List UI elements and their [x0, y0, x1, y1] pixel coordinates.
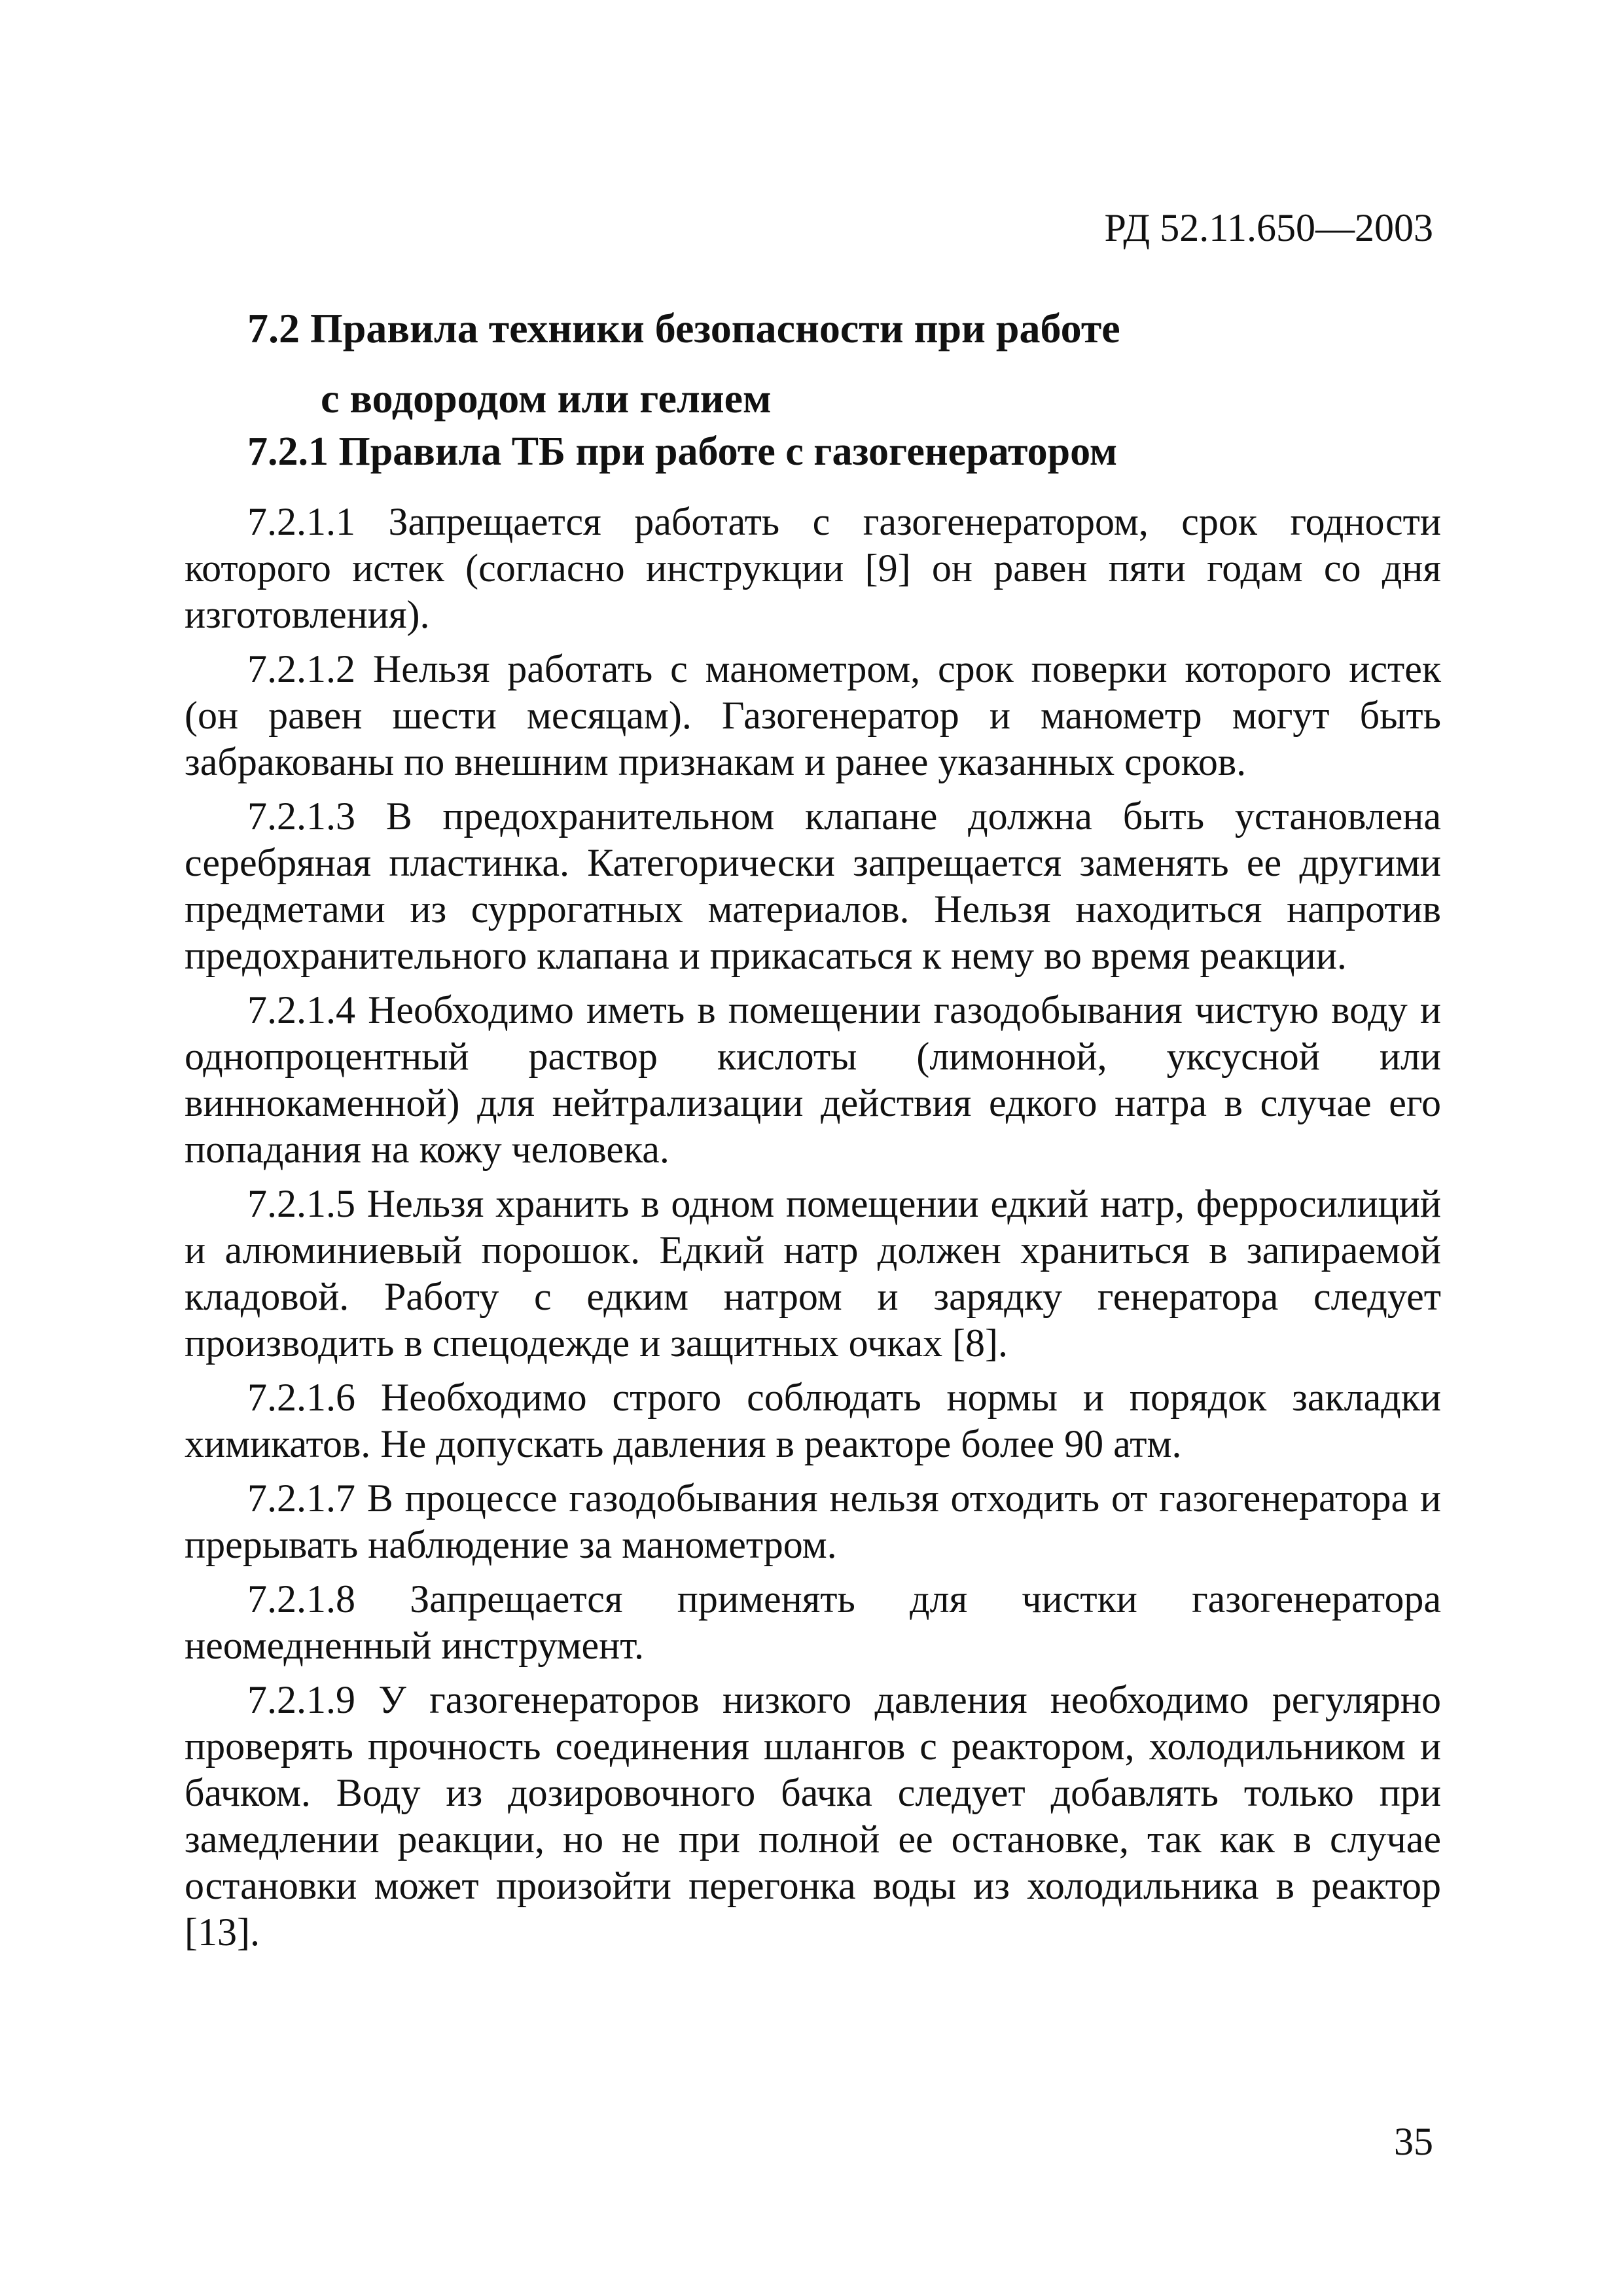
paragraph-7-2-1-3: 7.2.1.3 В предохранительном клапане должна быть установлена серебряная пластинка. Категорически запрещается заменять ее другими предметами из суррогатных материалов. Нельзя находиться напротив предохранительного клапана и прикасаться к нему во время реакции.	[185, 795, 1441, 977]
page-number: 35	[1394, 2120, 1433, 2163]
paragraph-7-2-1-6: 7.2.1.6 Необходимо строго соблюдать нормы и порядок закладки химикатов. Не допускать давления в реакторе более 90 атм.	[185, 1376, 1441, 1465]
document-code: РД 52.11.650—2003	[1104, 206, 1433, 249]
body-text	[185, 499, 1441, 1964]
paragraph-7-2-1-9: 7.2.1.9 У газогенераторов низкого давления необходимо регулярно проверять прочность соединения шлангов с реактором, холодильником и бачком. Воду из дозировочного бачка следует добавлять только при замедлении реакции, но не при полной ее остановке, так как в случае остановки может произойти перегонка воды из холодильника в реактор [13].	[185, 1678, 1441, 1954]
paragraph-7-2-1-1: 7.2.1.1 Запрещается работать с газогенератором, срок годности которого истек (согласно инструкции [9] он равен пяти годам со дня изготовления).	[185, 500, 1441, 636]
paragraph-7-2-1-5: 7.2.1.5 Нельзя хранить в одном помещении едкий натр, ферросилиций и алюминиевый порошок. Едкий натр должен храниться в запираемой кладовой. Работу с едким натром и зарядку генератора следует производить в спецодежде и защитных очках [8].	[185, 1182, 1441, 1365]
paragraph-7-2-1-7: 7.2.1.7 В процессе газодобывания нельзя отходить от газогенератора и прерывать наблюдение за манометром.	[185, 1477, 1441, 1566]
paragraph-7-2-1-4: 7.2.1.4 Необходимо иметь в помещении газодобывания чистую воду и однопроцентный раствор кислоты (лимонной, уксусной или виннокаменной) для нейтрализации действия едкого натра в случае его попадания на кожу человека.	[185, 988, 1441, 1171]
paragraph-7-2-1-2: 7.2.1.2 Нельзя работать с манометром, срок поверки которого истек (он равен шести месяцам). Газогенератор и манометр могут быть забракованы по внешним признакам и ранее указанных сроков.	[185, 647, 1441, 783]
section-title-line-2: с водородом или гелием	[321, 375, 772, 422]
paragraph-7-2-1-8: 7.2.1.8 Запрещается применять для чистки газогенератора неомедненный инструмент.	[185, 1577, 1441, 1667]
section-title-line-1: 7.2 Правила техники безопасности при работе	[247, 305, 1120, 351]
section-title	[247, 293, 1425, 433]
subsection-title: 7.2.1 Правила ТБ при работе с газогенератором	[247, 429, 1118, 474]
